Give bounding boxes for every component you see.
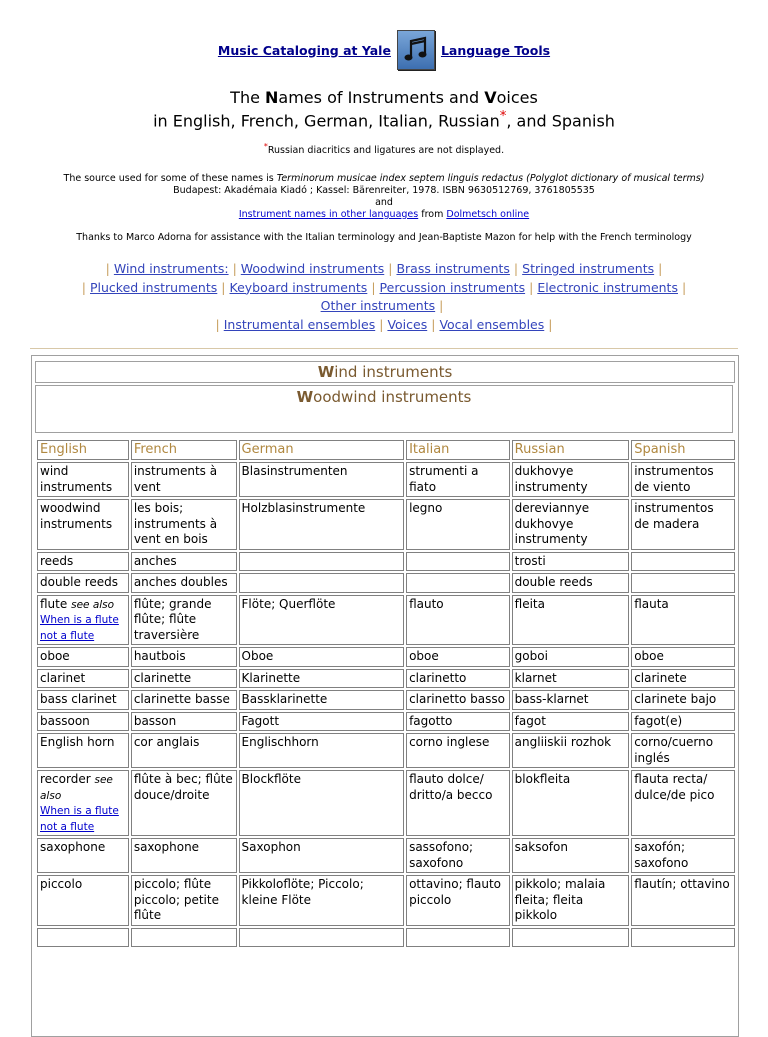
instrument-table-frame	[31, 355, 739, 1037]
music-note-icon[interactable]	[397, 30, 435, 70]
table-row: recorder see also When is a flute not a flute flûte à bec; flûte douce/droite Blockflöte flauto dolce/ dritto/a becco blokfleita flauta recta/ dulce/de pico	[37, 770, 735, 836]
table-row-partial	[37, 928, 735, 948]
table-row: bassoon basson Fagott fagotto fagot fagot(e)	[37, 712, 735, 732]
column-header-italian: Italian	[406, 440, 510, 460]
column-header-russian: Russian	[512, 440, 630, 460]
table-row: woodwind instruments les bois; instruments à vent en bois Holzblasinstrumente legno dereviannye dukhovye instrumenty instrumentos de madera	[37, 499, 735, 550]
table-row: saxophone saxophone Saxophon sassofono; saxofono saksofon saxofón; saxofono	[37, 838, 735, 873]
table-row: wind instruments instruments à vent Blasinstrumenten strumenti a fiato dukhovye instrumenty instrumentos de viento	[37, 462, 735, 497]
table-row: oboe hautbois Oboe oboe goboi oboe	[37, 647, 735, 667]
table-row: reeds anches trosti	[37, 552, 735, 572]
section-heading-woodwind: Woodwind instruments	[35, 385, 733, 433]
table-row: piccolo piccolo; flûte piccolo; petite flûte Pikkoloflöte; Piccolo; kleine Flöte ottavino; flauto piccolo pikkolo; malaia fleita; fleita pikkolo flautín; ottavino	[37, 875, 735, 926]
column-header-french: French	[131, 440, 237, 460]
section-heading-wind: Wind instruments	[35, 361, 735, 383]
table-row: English horn cor anglais Englischhorn corno inglese angliiskii rozhok corno/cuerno inglés	[37, 733, 735, 768]
table-row: double reeds anches doubles double reeds	[37, 573, 735, 593]
column-header-english: English	[37, 440, 129, 460]
source-citation: The source used for some of these names is Terminorum musicae index septem linguis redactus (Polyglot dictionary of musical terms) Budapest: Akadémaia Kiadó ; Kassel: Bärenreiter, 1978. ISBN 9630512769, 3761805535 and Instrument names in other languages from Dolmetsch online	[63, 173, 705, 220]
category-link-percussion[interactable]: Percussion instruments	[379, 279, 526, 295]
category-link-brass[interactable]: Brass instruments	[396, 261, 510, 276]
category-link-other[interactable]: Other instruments	[320, 298, 436, 313]
column-header-german: German	[239, 440, 405, 460]
page-title: The Names of Instruments and Voices in English, French, German, Italian, Russian*, and Spanish	[153, 88, 615, 131]
language-tools-link[interactable]: Language Tools	[440, 42, 551, 58]
instrument-names-link[interactable]: Instrument names in other languages	[238, 209, 419, 220]
category-link-ensembles[interactable]: Instrumental ensembles	[223, 316, 376, 332]
category-navigation: | Wind instruments: | Woodwind instruments | Brass instruments | Stringed instruments | | Plucked instruments | Keyboard instruments | Percussion instruments | Electronic instruments | Other instruments | | Instrumental ensembles | Voices | Vocal ensembles |	[81, 261, 687, 332]
category-link-wind[interactable]: Wind instruments:	[113, 261, 229, 276]
russian-note: *Russian diacritics and ligatures are not displayed.	[263, 142, 505, 157]
asterisk-mark: *	[499, 109, 507, 124]
category-link-plucked[interactable]: Plucked instruments	[90, 279, 218, 295]
category-link-keyboard[interactable]: Keyboard instruments	[229, 279, 368, 295]
category-link-voices[interactable]: Voices	[387, 316, 428, 332]
table-row: bass clarinet clarinette basse Bassklarinette clarinetto basso bass-klarnet clarinete bajo	[37, 690, 735, 710]
woodwind-table	[35, 438, 737, 949]
recorder-not-flute-link[interactable]: When is a flute not a flute	[40, 805, 119, 833]
category-link-electronic[interactable]: Electronic instruments	[537, 279, 678, 295]
top-navigation	[0, 28, 768, 72]
dolmetsch-link[interactable]: Dolmetsch online	[446, 209, 530, 220]
table-row: clarinet clarinette Klarinette clarinetto klarnet clarinete	[37, 669, 735, 689]
music-cataloging-link[interactable]: Music Cataloging at Yale	[217, 42, 391, 58]
acknowledgements: Thanks to Marco Adorna for assistance with the Italian terminology and Jean-Baptiste Mazon for help with the French terminology	[76, 232, 692, 243]
divider	[30, 348, 738, 349]
category-link-stringed[interactable]: Stringed instruments	[522, 261, 655, 276]
column-header-spanish: Spanish	[631, 440, 735, 460]
category-link-woodwind[interactable]: Woodwind instruments	[240, 261, 385, 276]
category-link-vocal-ensembles[interactable]: Vocal ensembles	[439, 316, 545, 332]
flute-not-flute-link[interactable]: When is a flute not a flute	[40, 614, 119, 642]
table-header-row	[37, 440, 735, 460]
table-row: flute see also When is a flute not a flute flûte; grande flûte; flûte traversière Flöte; Querflöte flauto fleita flauta	[37, 595, 735, 646]
